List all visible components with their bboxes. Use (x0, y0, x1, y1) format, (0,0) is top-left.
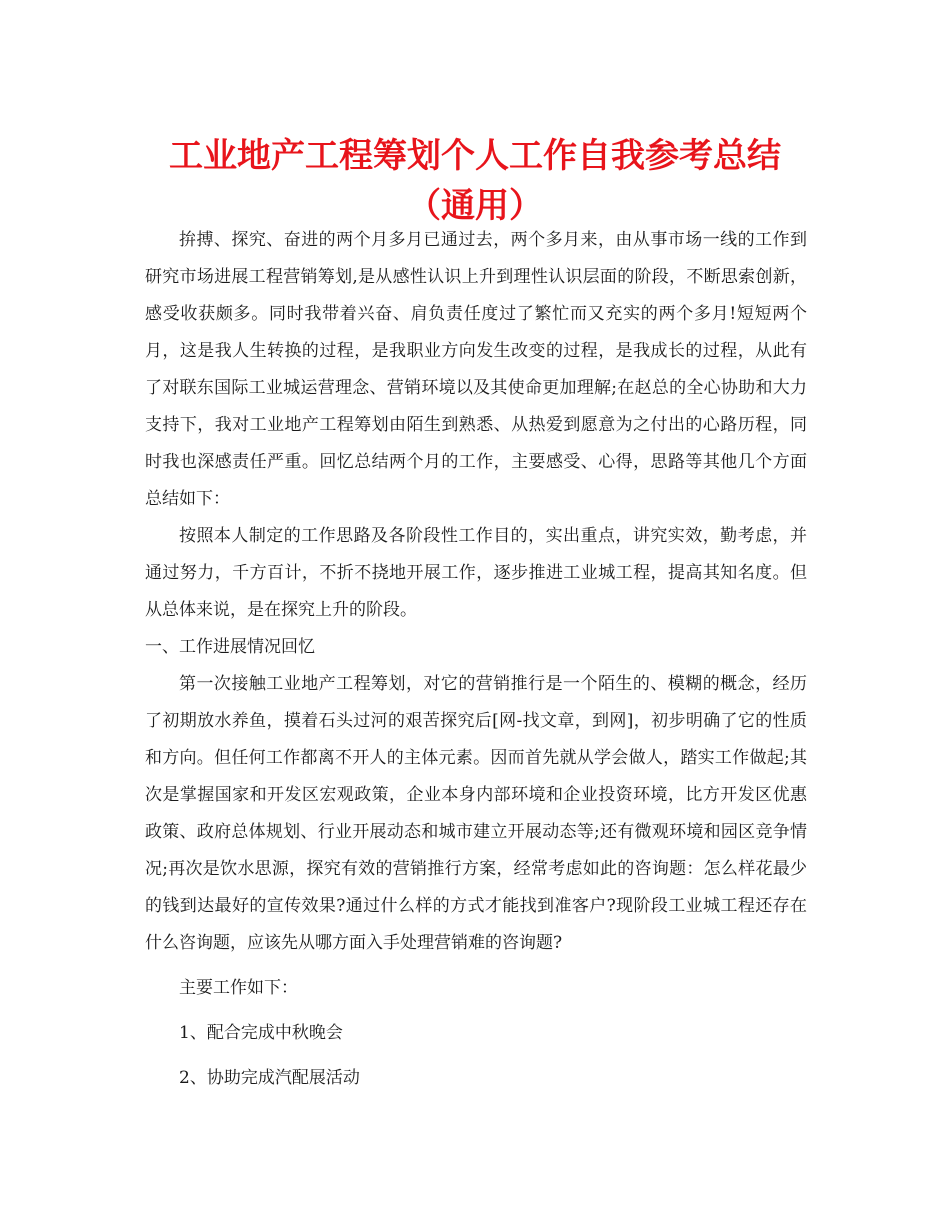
list-item-mid-autumn-gala: 1、配合完成中秋晚会 (179, 1023, 343, 1043)
document-body (145, 222, 807, 1097)
section-heading-progress-review: 一、工作进展情况回忆 (145, 637, 315, 657)
paragraph-main-work-intro: 主要工作如下： (179, 978, 298, 998)
paragraph-approach: 按照本人制定的工作思路及各阶段性工作目的，实出重点，讲究实效，勤考虑，并通过努力，千方百计，不折不挠地开展工作，逐步推进工业城工程，提高其知名度。但从总体来说，是在探究上升的阶段。 (145, 526, 807, 620)
paragraph-progress-review: 第一次接触工业地产工程筹划，对它的营销推行是一个陌生的、模糊的概念，经历了初期放水养鱼，摸着石头过河的艰苦探究后[网-找文章，到网]，初步明确了它的性质和方向。但任何工作都离不开人的主体元素。因而首先就从学会做人，踏实工作做起;其次是掌握国家和开发区宏观政策，企业本身内部环境和企业投资环境，比方开发区优惠政策、政府总体规划、行业开展动态和城市建立开展动态等;还有微观环境和园区竞争情况;再次是饮水思源，探究有效的营销推行方案，经常考虑如此的咨询题：怎么样花最少的钱到达最好的宣传效果?通过什么样的方式才能找到准客户?现阶段工业城工程还存在什么咨询题，应该先从哪方面入手处理营销难的咨询题? (145, 674, 807, 953)
list-item-auto-parts-expo: 2、协助完成汽配展活动 (179, 1068, 360, 1088)
paragraph-intro: 拚搏、探究、奋进的两个月多月已通过去，两个多月来，由从事市场一线的工作到研究市场进展工程营销筹划,是从感性认识上升到理性认识层面的阶段，不断思索创新，感受收获颇多。同时我带着兴奋、肩负责任度过了繁忙而又充实的两个多月!短短两个月，这是我人生转换的过程，是我职业方向发生改变的过程，是我成长的过程，从此有了对联东国际工业城运营理念、营销环境以及其使命更加理解;在赵总的全心协助和大力支持下，我对工业地产工程筹划由陌生到熟悉、从热爱到愿意为之付出的心路历程，同时我也深感责任严重。回忆总结两个月的工作，主要感受、心得，思路等其他几个方面总结如下： (145, 230, 807, 509)
document-title: 工业地产工程筹划个人工作自我参考总结（通用） (169, 136, 781, 226)
